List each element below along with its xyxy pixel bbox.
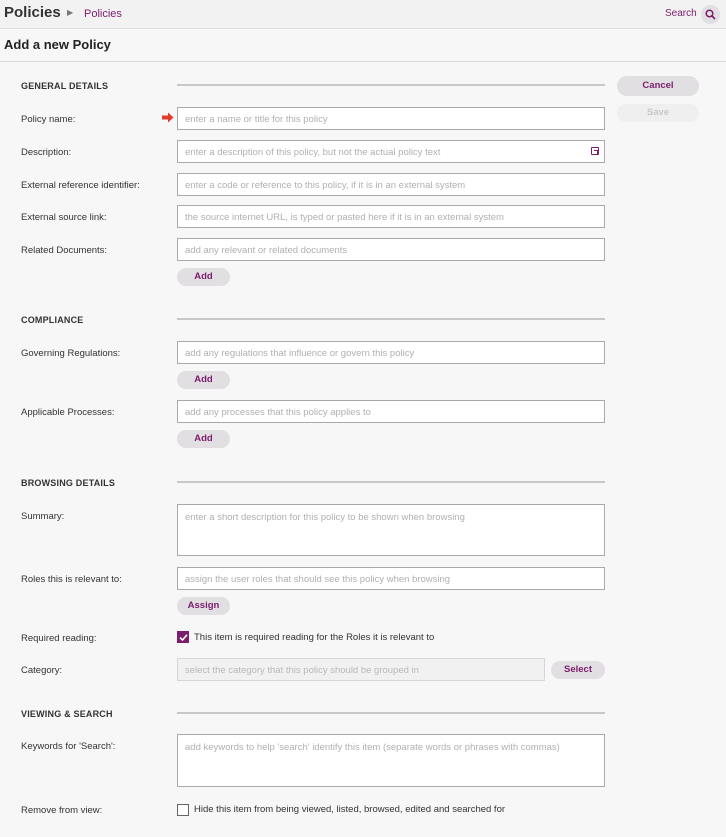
breadcrumb-policies[interactable]: Policies [84,8,122,20]
related-documents-input[interactable]: add any relevant or related documents [177,238,605,261]
search-button[interactable] [701,5,720,24]
section-general-details: GENERAL DETAILS [21,81,109,91]
regulations-label: Governing Regulations: [21,348,121,359]
checkmark-icon [179,633,188,642]
expand-icon[interactable] [591,147,599,155]
external-link-label: External source link: [21,212,107,223]
save-button[interactable]: Save [617,104,699,122]
related-documents-label: Related Documents: [21,245,108,256]
description-label: Description: [21,147,72,158]
assign-roles-button[interactable]: Assign [177,597,230,615]
section-compliance: COMPLIANCE [21,315,84,325]
add-regulation-button[interactable]: Add [177,371,230,389]
external-reference-label: External reference identifier: [21,180,140,191]
select-category-button[interactable]: Select [551,661,605,679]
policy-name-input[interactable]: enter a name or title for this policy [177,107,605,130]
roles-label: Roles this is relevant to: [21,574,122,585]
description-input[interactable]: enter a description of this policy, but not the actual policy text [177,140,605,163]
required-reading-text[interactable]: This item is required reading for the Roles it is relevant to [194,632,435,643]
section-divider [177,481,605,483]
breadcrumb-chevron-icon: ▶ [67,8,74,17]
regulations-input[interactable]: add any regulations that influence or govern this policy [177,341,605,364]
category-label: Category: [21,665,63,676]
section-divider [177,712,605,714]
summary-textarea[interactable]: enter a short description for this policy to be shown when browsing [177,504,605,556]
remove-from-view-label: Remove from view: [21,805,103,816]
required-reading-checkbox[interactable] [177,631,189,643]
add-related-document-button[interactable]: Add [177,268,230,286]
processes-input[interactable]: add any processes that this policy applies to [177,400,605,423]
section-divider [177,84,605,86]
policy-name-label: Policy name: [21,114,76,125]
search-icon [705,9,716,20]
add-process-button[interactable]: Add [177,430,230,448]
category-input: select the category that this policy should be grouped in [177,658,545,681]
page-title: Add a new Policy [4,37,111,52]
external-reference-input[interactable]: enter a code or reference to this policy, if it is in an external system [177,173,605,196]
top-bar [0,0,726,29]
section-browsing-details: BROWSING DETAILS [21,478,116,488]
keywords-label: Keywords for 'Search': [21,741,116,752]
required-reading-label: Required reading: [21,633,97,644]
app-title[interactable]: Policies [4,4,61,21]
section-divider [177,318,605,320]
title-divider [0,61,726,62]
search-link[interactable]: Search [665,8,697,19]
required-arrow-icon [162,112,174,123]
hide-item-checkbox[interactable] [177,804,189,816]
section-viewing-search: VIEWING & SEARCH [21,709,113,719]
cancel-button[interactable]: Cancel [617,76,699,96]
roles-input[interactable]: assign the user roles that should see this policy when browsing [177,567,605,590]
keywords-textarea[interactable]: add keywords to help 'search' identify this item (separate words or phrases with commas) [177,734,605,787]
processes-label: Applicable Processes: [21,407,115,418]
summary-label: Summary: [21,511,65,522]
hide-item-text[interactable]: Hide this item from being viewed, listed, browsed, edited and searched for [194,804,506,815]
external-link-input[interactable]: the source internet URL, is typed or pasted here if it is in an external system [177,205,605,228]
